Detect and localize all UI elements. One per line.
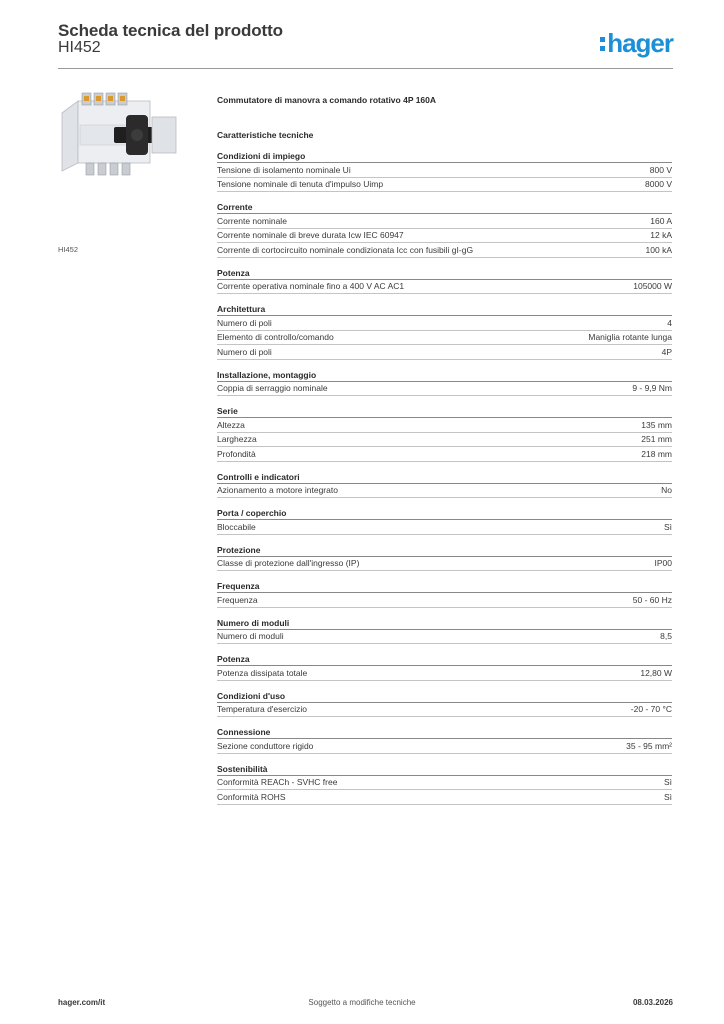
section-title: Installazione, montaggio [217,370,672,382]
spec-value: No [661,485,672,496]
spec-row [217,484,672,499]
spec-row [217,593,672,608]
spec-section [217,472,672,499]
section-title: Potenza [217,268,672,280]
section-title: Protezione [217,545,672,557]
spec-row [217,345,672,360]
spec-label: Conformità ROHS [217,791,286,802]
spec-label: Numero di moduli [217,631,284,642]
spec-label: Numero di poli [217,346,272,357]
spec-value: 4 [667,317,672,328]
spec-label: Azionamento a motore integrato [217,485,338,496]
spec-value: 12 kA [650,230,672,241]
spec-value: Sì [663,521,672,532]
spec-label: Frequenza [217,594,258,605]
spec-value: 35 - 95 mm² [626,740,672,751]
spec-row [217,178,672,193]
spec-section [217,618,672,645]
spec-label: Bloccabile [217,521,256,532]
image-caption: HI452 [58,245,79,254]
spec-content [217,95,672,815]
spec-value: 8000 V [645,179,672,190]
spec-row [217,214,672,229]
spec-row [217,739,672,754]
spec-label: Coppia di serraggio nominale [217,383,328,394]
spec-value: 251 mm [641,434,672,445]
spec-row [217,666,672,681]
spec-row [217,630,672,645]
spec-value: IP00 [654,558,672,569]
section-title: Architettura [217,304,672,316]
spec-section [217,764,672,805]
section-title: Frequenza [217,581,672,593]
spec-value: 160 A [650,215,672,226]
spec-label: Potenza dissipata totale [217,667,308,678]
spec-row [217,163,672,178]
spec-section [217,406,672,462]
section-title: Potenza [217,654,672,666]
spec-row [217,229,672,244]
spec-row [217,382,672,397]
spec-row [217,243,672,258]
spec-label: Elemento di controllo/comando [217,332,334,343]
section-title: Controlli e indicatori [217,472,672,484]
spec-value: Sì [663,777,672,788]
hager-logo[interactable] [600,28,673,59]
spec-label: Numero di poli [217,317,272,328]
logo-text: hager [607,28,673,58]
product-description: Commutatore di manovra a comando rotativo 4P 160A [217,95,437,105]
spec-value: Maniglia rotante lunga [588,332,672,343]
spec-section [217,691,672,718]
spec-row [217,790,672,805]
footer-date: 08.03.2026 [632,998,673,1007]
spec-label: Conformità REACh - SVHC free [217,777,338,788]
spec-row [217,418,672,433]
spec-value: 218 mm [641,448,672,459]
header-divider [58,68,673,69]
spec-value: 8,5 [660,631,672,642]
spec-row [217,280,672,295]
section-title: Condizioni di impiego [217,151,672,163]
spec-label: Corrente nominale [217,215,287,226]
spec-label: Larghezza [217,434,257,445]
spec-value: Sì [663,791,672,802]
spec-sections [217,151,672,805]
spec-label: Altezza [217,419,245,430]
product-code: HI452 [58,39,101,56]
spec-value: 4P [661,346,672,357]
section-title: Corrente [217,202,672,214]
spec-section [217,202,672,258]
spec-row [217,316,672,331]
spec-row [217,331,672,346]
spec-label: Corrente nominale di breve durata Icw IEC 60947 [217,230,404,241]
section-title: Sostenibilità [217,764,672,776]
spec-value: 105000 W [633,281,672,292]
spec-value: 100 kA [645,244,672,255]
spec-label: Temperatura d'esercizio [217,704,307,715]
section-title: Serie [217,406,672,418]
spec-value: 9 - 9,9 Nm [632,383,672,394]
spec-section [217,654,672,681]
spec-section [217,370,672,397]
spec-label: Profondità [217,448,256,459]
page-title: Scheda tecnica del prodotto [58,21,283,40]
spec-row [217,776,672,791]
spec-label: Corrente operativa nominale fino a 400 V AC AC1 [217,281,405,292]
spec-label: Sezione conduttore rigido [217,740,314,751]
footer-notice: Soggetto a modifiche tecniche [308,998,416,1007]
spec-label: Corrente di cortocircuito nominale condizionata Icc con fusibili gI-gG [217,244,474,255]
spec-label: Classe di protezione dall'ingresso (IP) [217,558,360,569]
spec-section [217,151,672,192]
spec-label: Tensione di isolamento nominale Ui [217,164,351,175]
spec-row [217,447,672,462]
product-image [56,91,182,184]
section-title: Porta / coperchio [217,508,672,520]
spec-row [217,703,672,718]
spec-value: 12,80 W [640,667,672,678]
spec-section [217,545,672,572]
spec-row [217,433,672,448]
spec-section [217,304,672,360]
spec-row [217,557,672,572]
spec-value: 800 V [649,164,672,175]
section-title: Condizioni d'uso [217,691,672,703]
spec-section [217,581,672,608]
section-title: Numero di moduli [217,618,672,630]
spec-value: 50 - 60 Hz [632,594,672,605]
spec-section [217,508,672,535]
spec-section [217,727,672,754]
footer-website[interactable]: hager.com/it [58,998,106,1007]
spec-value: 135 mm [641,419,672,430]
spec-row [217,520,672,535]
spec-label: Tensione nominale di tenuta d'impulso Uimp [217,179,384,190]
logo-colon-icon [600,37,605,51]
characteristics-title: Caratteristiche tecniche [217,130,314,140]
spec-value: -20 - 70 °C [630,704,672,715]
spec-section [217,268,672,295]
section-title: Connessione [217,727,672,739]
